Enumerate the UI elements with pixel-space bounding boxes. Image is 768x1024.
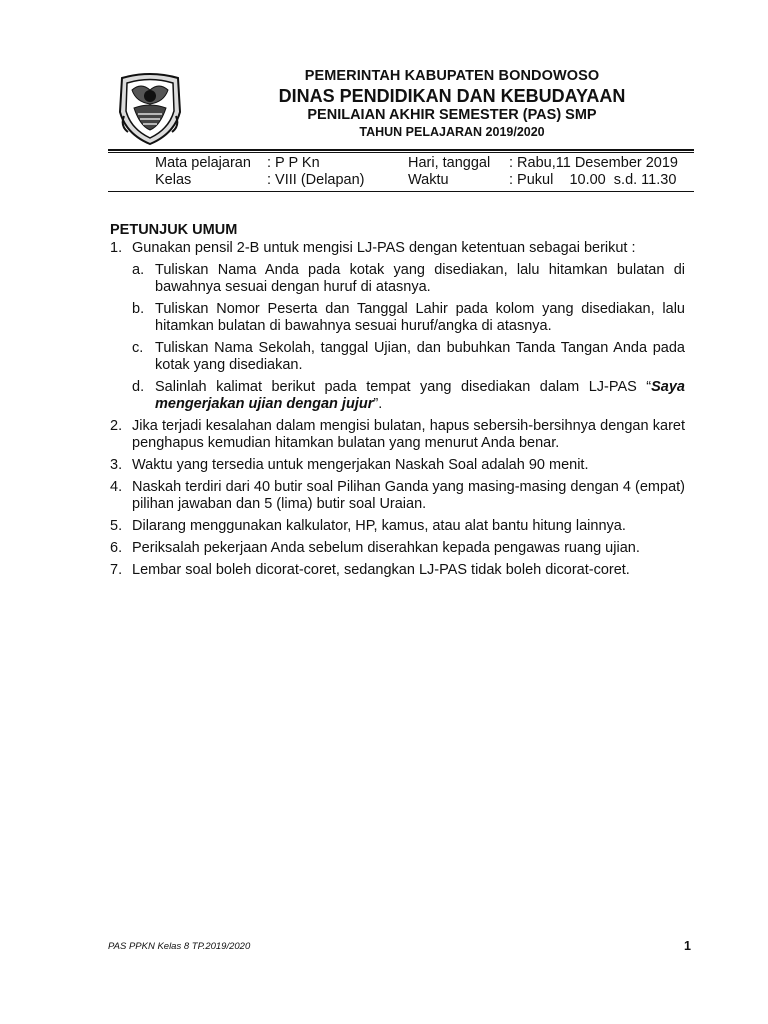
honesty-statement: Saya mengerjakan ujian dengan jujur (155, 379, 685, 412)
header-divider (108, 149, 694, 151)
list-item (110, 540, 685, 557)
sub-item-text: Salinlah kalimat berikut pada tempat yang disediakan dalam LJ-PAS “ (155, 379, 652, 395)
footer-label: PAS PPKN Kelas 8 TP.2019/2020 (108, 941, 251, 952)
sub-list-item (132, 301, 685, 335)
item-text: Periksalah pekerjaan Anda sebelum diserahkan kepada pengawas ruang ujian. (132, 540, 640, 556)
list-item (110, 240, 685, 413)
info-divider (108, 191, 694, 192)
exam-info (155, 155, 695, 189)
list-item (110, 457, 685, 474)
class-label: Kelas (155, 172, 192, 188)
sub-item-text: Tuliskan Nama Sekolah, tanggal Ujian, dan bubuhkan Tanda Tangan Anda pada kotak yang disediakan. (155, 340, 685, 373)
subject-label: Mata pelajaran (155, 155, 251, 171)
time-label: Waktu (408, 172, 449, 188)
header-divider-thin (108, 152, 694, 153)
instruction-list (110, 240, 685, 584)
item-number: 4. (110, 479, 123, 495)
academic-year: TAHUN PELAJARAN 2019/2020 (359, 125, 545, 139)
time-value: : Pukul 10.00 s.d. 11.30 (509, 172, 677, 188)
sub-list-item (132, 262, 685, 296)
list-item (110, 518, 685, 535)
item-text: Lembar soal boleh dicorat-coret, sedangkan LJ-PAS tidak boleh dicorat-coret. (132, 562, 630, 578)
item-text: Dilarang menggunakan kalkulator, HP, kamus, atau alat bantu hitung lainnya. (132, 518, 626, 534)
sub-item-letter: d. (132, 379, 145, 395)
sub-item-text: Tuliskan Nomor Peserta dan Tanggal Lahir pada kolom yang disediakan, lalu hitamkan bulatan di bawahnya sesuai huruf/angka di atasnya. (155, 301, 685, 334)
government-name: PEMERINTAH KABUPATEN BONDOWOSO (304, 68, 600, 84)
exam-name: PENILAIAN AKHIR SEMESTER (PAS) SMP (307, 107, 597, 123)
sub-item-letter: b. (132, 301, 145, 317)
info-row-class (155, 172, 695, 189)
sub-item-letter: a. (132, 262, 145, 278)
item-text: Waktu yang tersedia untuk mengerjakan Naskah Soal adalah 90 menit. (132, 457, 589, 473)
item-number: 7. (110, 562, 123, 578)
sub-list-item (132, 379, 685, 413)
class-value: : VIII (Delapan) (267, 172, 365, 188)
sub-item-letter: c. (132, 340, 144, 356)
item-text: Naskah terdiri dari 40 butir soal Pilihan Ganda yang masing-masing dengan 4 (empat) pilihan jawaban dan 5 (lima) butir soal Uraian. (132, 479, 685, 512)
subject-value: : P P Kn (267, 155, 320, 171)
letterhead (190, 68, 714, 140)
day-label: Hari, tanggal (408, 155, 491, 171)
day-value: : Rabu,11 Desember 2019 (509, 155, 679, 171)
item-number: 1. (110, 240, 123, 256)
item-text: Gunakan pensil 2-B untuk mengisi LJ-PAS dengan ketentuan sebagai berikut : (132, 240, 636, 256)
item-text: Jika terjadi kesalahan dalam mengisi bulatan, hapus sebersih-bersihnya dengan karet penghapus kemudian hitamkan bulatan yang menurut Anda benar. (132, 418, 685, 451)
section-title: PETUNJUK UMUM (110, 222, 238, 238)
item-number: 6. (110, 540, 123, 556)
list-item (110, 418, 685, 452)
item-number: 3. (110, 457, 123, 473)
item-number: 5. (110, 518, 123, 534)
sub-item-text: Tuliskan Nama Anda pada kotak yang disediakan, lalu hitamkan bulatan di bawahnya sesuai dengan huruf di atasnya. (155, 262, 685, 295)
department-name: DINAS PENDIDIKAN DAN KEBUDAYAAN (278, 86, 626, 106)
sub-list-item (132, 340, 685, 374)
list-item (110, 479, 685, 513)
sub-item-text-end: ”. (373, 396, 383, 412)
list-item (110, 562, 685, 579)
regency-crest-icon (114, 68, 186, 146)
item-number: 2. (110, 418, 123, 434)
page-number: 1 (684, 939, 691, 953)
info-row-subject (155, 155, 695, 172)
